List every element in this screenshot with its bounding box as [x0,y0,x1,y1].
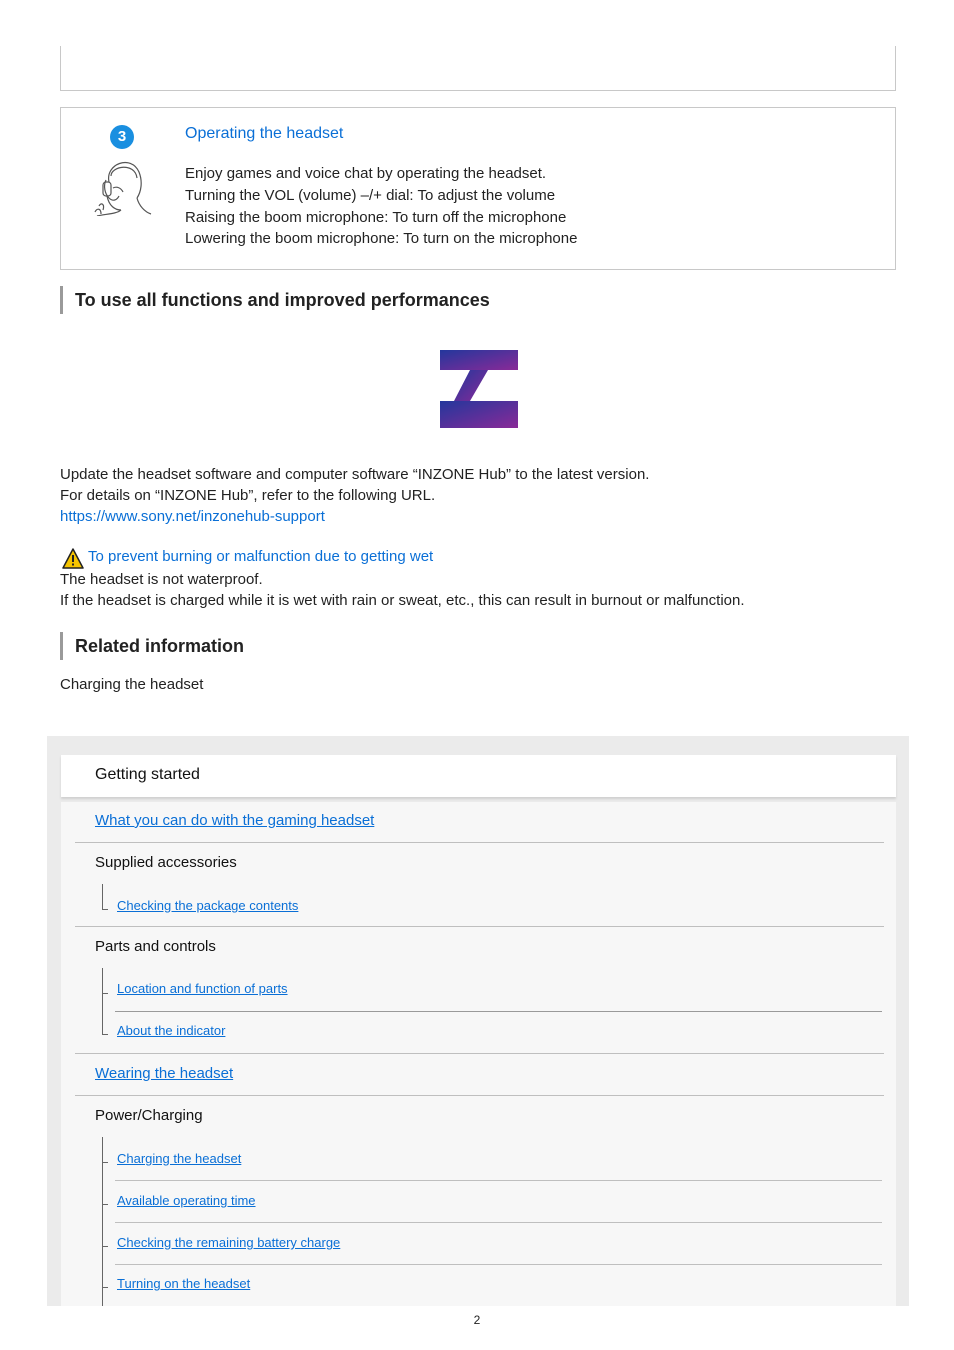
checking-package-link[interactable]: Checking the package contents [117,898,299,913]
tree-branch [102,1204,108,1205]
step-box [60,107,896,270]
inzone-hub-logo [440,350,518,428]
inzone-hub-url-link[interactable]: https://www.sony.net/inzonehub-support [60,508,325,525]
tree-line [102,884,103,909]
toc-group-parts-controls [75,927,884,1054]
warning-title-link[interactable]: To prevent burning or malfunction due to getting wet [88,548,434,565]
parts-controls-label: Parts and controls [95,938,216,955]
warning-text [60,569,745,611]
warning-icon [62,548,84,569]
previous-step-box [60,46,896,91]
tree-branch [102,1034,108,1035]
tree-branch [102,1287,108,1288]
toc-panel [47,736,909,1306]
step-number-badge: 3 [110,125,134,149]
sub-divider [115,1264,882,1265]
related-charging-link[interactable]: Charging the headset [60,676,204,693]
functions-heading: To use all functions and improved performances [60,286,490,314]
tree-branch [102,1162,108,1163]
step-title-link[interactable]: Operating the headset [185,125,344,142]
wearing-headset-link[interactable]: Wearing the headset [95,1065,234,1082]
page-number: 2 [473,1313,481,1327]
sub-divider [115,1180,882,1181]
warning-line: The headset is not waterproof. [60,571,263,588]
what-you-can-do-link[interactable]: What you can do with the gaming headset [95,812,375,829]
toc-list [61,802,896,1306]
power-charging-label: Power/Charging [95,1107,203,1124]
step-line: Turning the VOL (volume) –/+ dial: To adjust the volume [185,186,556,204]
toc-group-supplied-accessories [75,843,884,927]
supplied-accessories-label: Supplied accessories [95,854,237,871]
tree-branch [102,909,108,910]
toc-item-wearing [75,1054,884,1096]
step-line: Enjoy games and voice chat by operating the headset. [185,165,547,182]
related-heading: Related information [60,632,244,660]
update-paragraph [60,464,649,527]
sub-divider [115,1011,882,1012]
operating-time-link[interactable]: Available operating time [117,1193,256,1208]
tree-branch [102,1246,108,1247]
tree-line [102,968,103,1034]
battery-charge-link[interactable]: Checking the remaining battery charge [117,1235,341,1250]
warning-line: If the headset is charged while it is wet with rain or sweat, etc., this can result in burnout or malfunction. [60,592,745,609]
tree-branch [102,993,108,994]
step-description [185,163,577,250]
step-line: Lowering the boom microphone: To turn on the microphone [185,230,578,248]
toc-item-what-you-can-do [75,802,884,843]
about-indicator-link[interactable]: About the indicator [117,1023,226,1038]
turning-on-link[interactable]: Turning on the headset [117,1276,251,1291]
toc-group-power-charging [75,1096,884,1306]
charging-headset-link[interactable]: Charging the headset [117,1151,242,1166]
location-function-link[interactable]: Location and function of parts [117,981,288,996]
sub-divider [115,1222,882,1223]
update-line: For details on “INZONE Hub”, refer to the following URL. [60,487,436,504]
toc-section-title[interactable]: Getting started [61,755,896,797]
headset-wearing-illustration [91,152,153,216]
update-line: Update the headset software and computer software “INZONE Hub” to the latest version. [60,466,650,483]
step-line: Raising the boom microphone: To turn off the microphone [185,208,567,226]
